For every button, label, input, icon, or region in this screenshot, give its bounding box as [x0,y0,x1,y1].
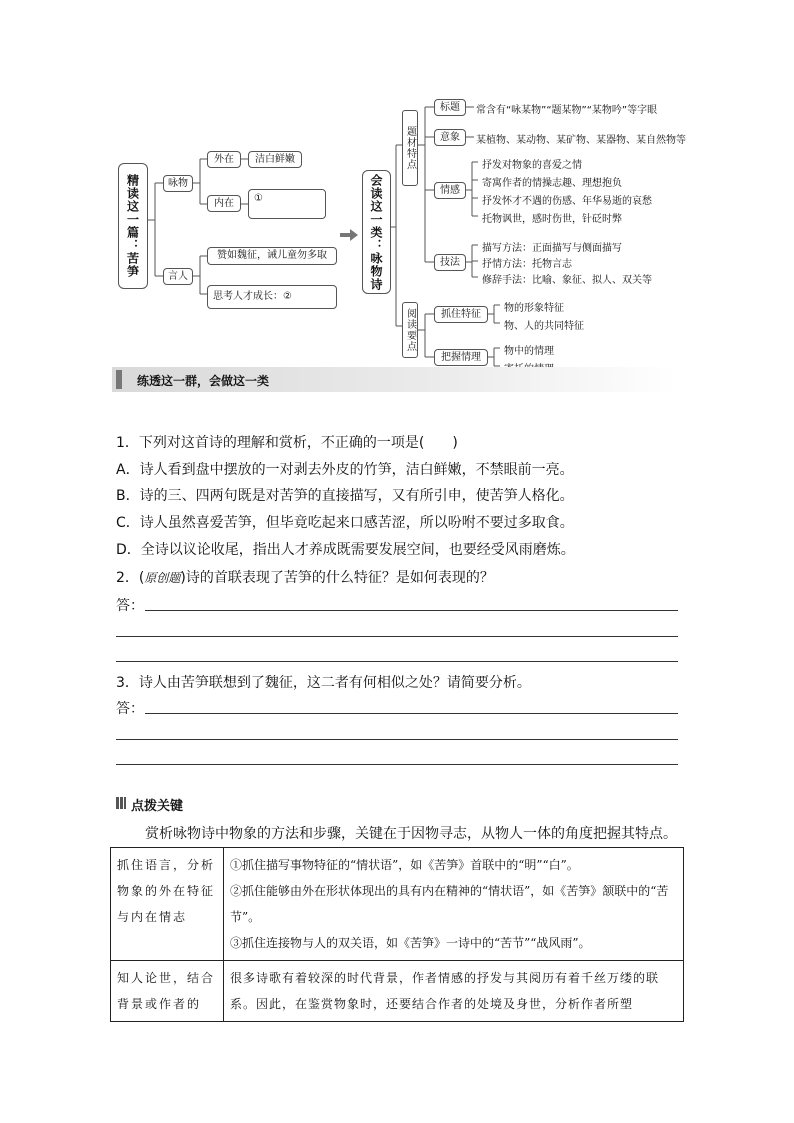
qinggan-item: 抒发怀才不遇的伤感、年华易逝的哀愁 [482,196,652,207]
center-title-box [362,170,391,294]
answer-line[interactable] [116,636,678,637]
node-yongwu [163,175,193,192]
option-c[interactable]: C．诗人虽然喜爱苦笋，但毕竟吃起来口感苦涩，所以吩咐不要过多取食。 [116,515,574,531]
left-title-box [118,163,148,289]
option-a[interactable]: A．诗人看到盘中摆放的一对剥去外皮的竹笋，洁白鲜嫩，不禁眼前一亮。 [116,462,574,478]
node-neizai-desc-label: ① [254,193,263,204]
node-qinggan-label: 情感 [440,184,460,196]
zhuazhu-item: 物的形象特征 [504,303,564,314]
node-ticai [402,110,418,186]
question-1: 1．下列对这首诗的理解和赏析，不正确的一项是( ) [116,435,458,451]
node-yongwu-label: 咏物 [168,177,188,189]
arrow-right-icon [340,229,358,241]
tips-heading: 点拨关键 [131,799,184,814]
node-yuedu-label: 阅读要点 [404,308,416,352]
node-zhuazhu-label: 抓住特征 [441,308,481,320]
node-si [207,285,337,309]
jifa-item: 描写方法：正面描写与侧面描写 [482,243,622,254]
table-row [111,961,684,1022]
question-2-text: )诗的首联表现了苦笋的什么特征？是如何表现的？ [180,570,494,586]
option-d[interactable]: D．全诗以议论收尾，指出人才养成既需要发展空间，也要经受风雨磨炼。 [116,542,575,558]
node-waizai-label: 外在 [214,153,234,165]
row1-right [224,848,684,961]
node-yixiang-label: 意象 [440,131,460,143]
row1-item: ②抓住能够由外在形状体现出的具有内在精神的“情状语”，如《苦笋》颔联中的“苦节”。 [230,884,669,924]
node-waizai [207,151,241,168]
question-2-prefix: 2．( [116,570,145,586]
node-neizai [207,195,241,212]
left-title: 精读这一篇：苦笋 [125,174,140,278]
node-yanren-label: 言人 [168,270,188,282]
zhuazhu-item: 物、人的共同特征 [504,321,584,332]
node-yuedu [402,302,418,358]
qinggan-item: 托物讽世，感时伤世，针砭时弊 [482,214,622,225]
question-2-tag: 原创题 [144,571,181,585]
node-si-label: 思考人才成长：② [213,291,292,302]
row2-left: 知人论世，结合背景或作者的 [111,961,224,1022]
node-waizai-desc [248,151,302,168]
answer-line[interactable] [116,661,678,662]
row2-right: 很多诗歌有着较深的时代背景，作者情感的抒发与其阅历有着千丝万缕的联系。因此，在鉴赏物象时，还要结合作者的处境及身世，分析作者所塑 [224,961,684,1022]
node-yanren [163,268,193,285]
tips-intro: 赏析咏物诗中物象的方法和步骤，关键在于因物寻志，从物人一体的角度把握其特点。 [145,826,677,842]
answer-line[interactable] [116,764,678,765]
node-bawo-label: 把握情理 [441,351,481,363]
node-bawo [434,349,488,366]
qinggan-item: 抒发对物象的喜爱之情 [482,160,582,171]
node-qinggan [434,182,466,199]
section-marker-icon [116,797,126,809]
node-zan [207,247,337,265]
answer-line[interactable] [116,739,678,740]
answer-line[interactable] [145,610,678,611]
node-ticai-label: 题材特点 [404,126,416,170]
row1-item: ③抓住连接物与人的双关语，如《苦笋》一诗中的“苦节”“战风雨”。 [230,936,591,950]
node-neizai-desc [248,189,326,219]
answer-line[interactable] [145,713,678,714]
row1-item: ①抓住描写事物特征的“情状语”，如《苦笋》首联中的“明”“白”。 [230,858,579,872]
practice-banner-title: 练透这一群，会做这一类 [137,374,270,388]
option-b[interactable]: B．诗的三、四两句既是对苦笋的直接描写，又有所引申，使苦笋人格化。 [116,488,574,504]
center-title: 会读这一类：咏物诗 [369,173,383,291]
answer-label-2: 答： [116,598,144,614]
jifa-item: 抒情方法：托物言志 [482,259,572,270]
node-yixiang-desc: 某植物、某动物、某矿物、某器物、某自然物等 [476,135,686,146]
node-neizai-label: 内在 [214,197,234,209]
node-biaoti [434,99,466,116]
node-jifa [434,254,466,271]
node-biaoti-label: 标题 [440,101,460,113]
node-zhuazhu [434,306,488,323]
bawo-item: 物中的情理 [504,346,554,357]
node-waizai-desc-label: 洁白鲜嫩 [255,153,295,165]
node-yixiang [434,129,466,146]
jifa-item: 修辞手法：比喻、象征、拟人、双关等 [482,275,652,286]
row1-left: 抓住语言，分析物象的外在特征与内在情志 [111,848,224,961]
tips-table [110,847,684,1022]
node-zan-label: 赞如魏征，诫儿童勿多取 [217,250,327,261]
node-biaoti-desc: 常含有“咏某物”“题某物”“某物吟”等字眼 [476,105,658,116]
question-2 [116,567,494,587]
node-jifa-label: 技法 [440,256,460,268]
banner-accent [116,370,122,389]
table-row [111,848,684,961]
qinggan-item: 寄寓作者的情操志趣、理想抱负 [482,178,622,189]
question-3: 3．诗人由苦笋联想到了魏征，这二者有何相似之处？请简要分析。 [116,675,531,691]
answer-label-3: 答： [116,701,144,717]
